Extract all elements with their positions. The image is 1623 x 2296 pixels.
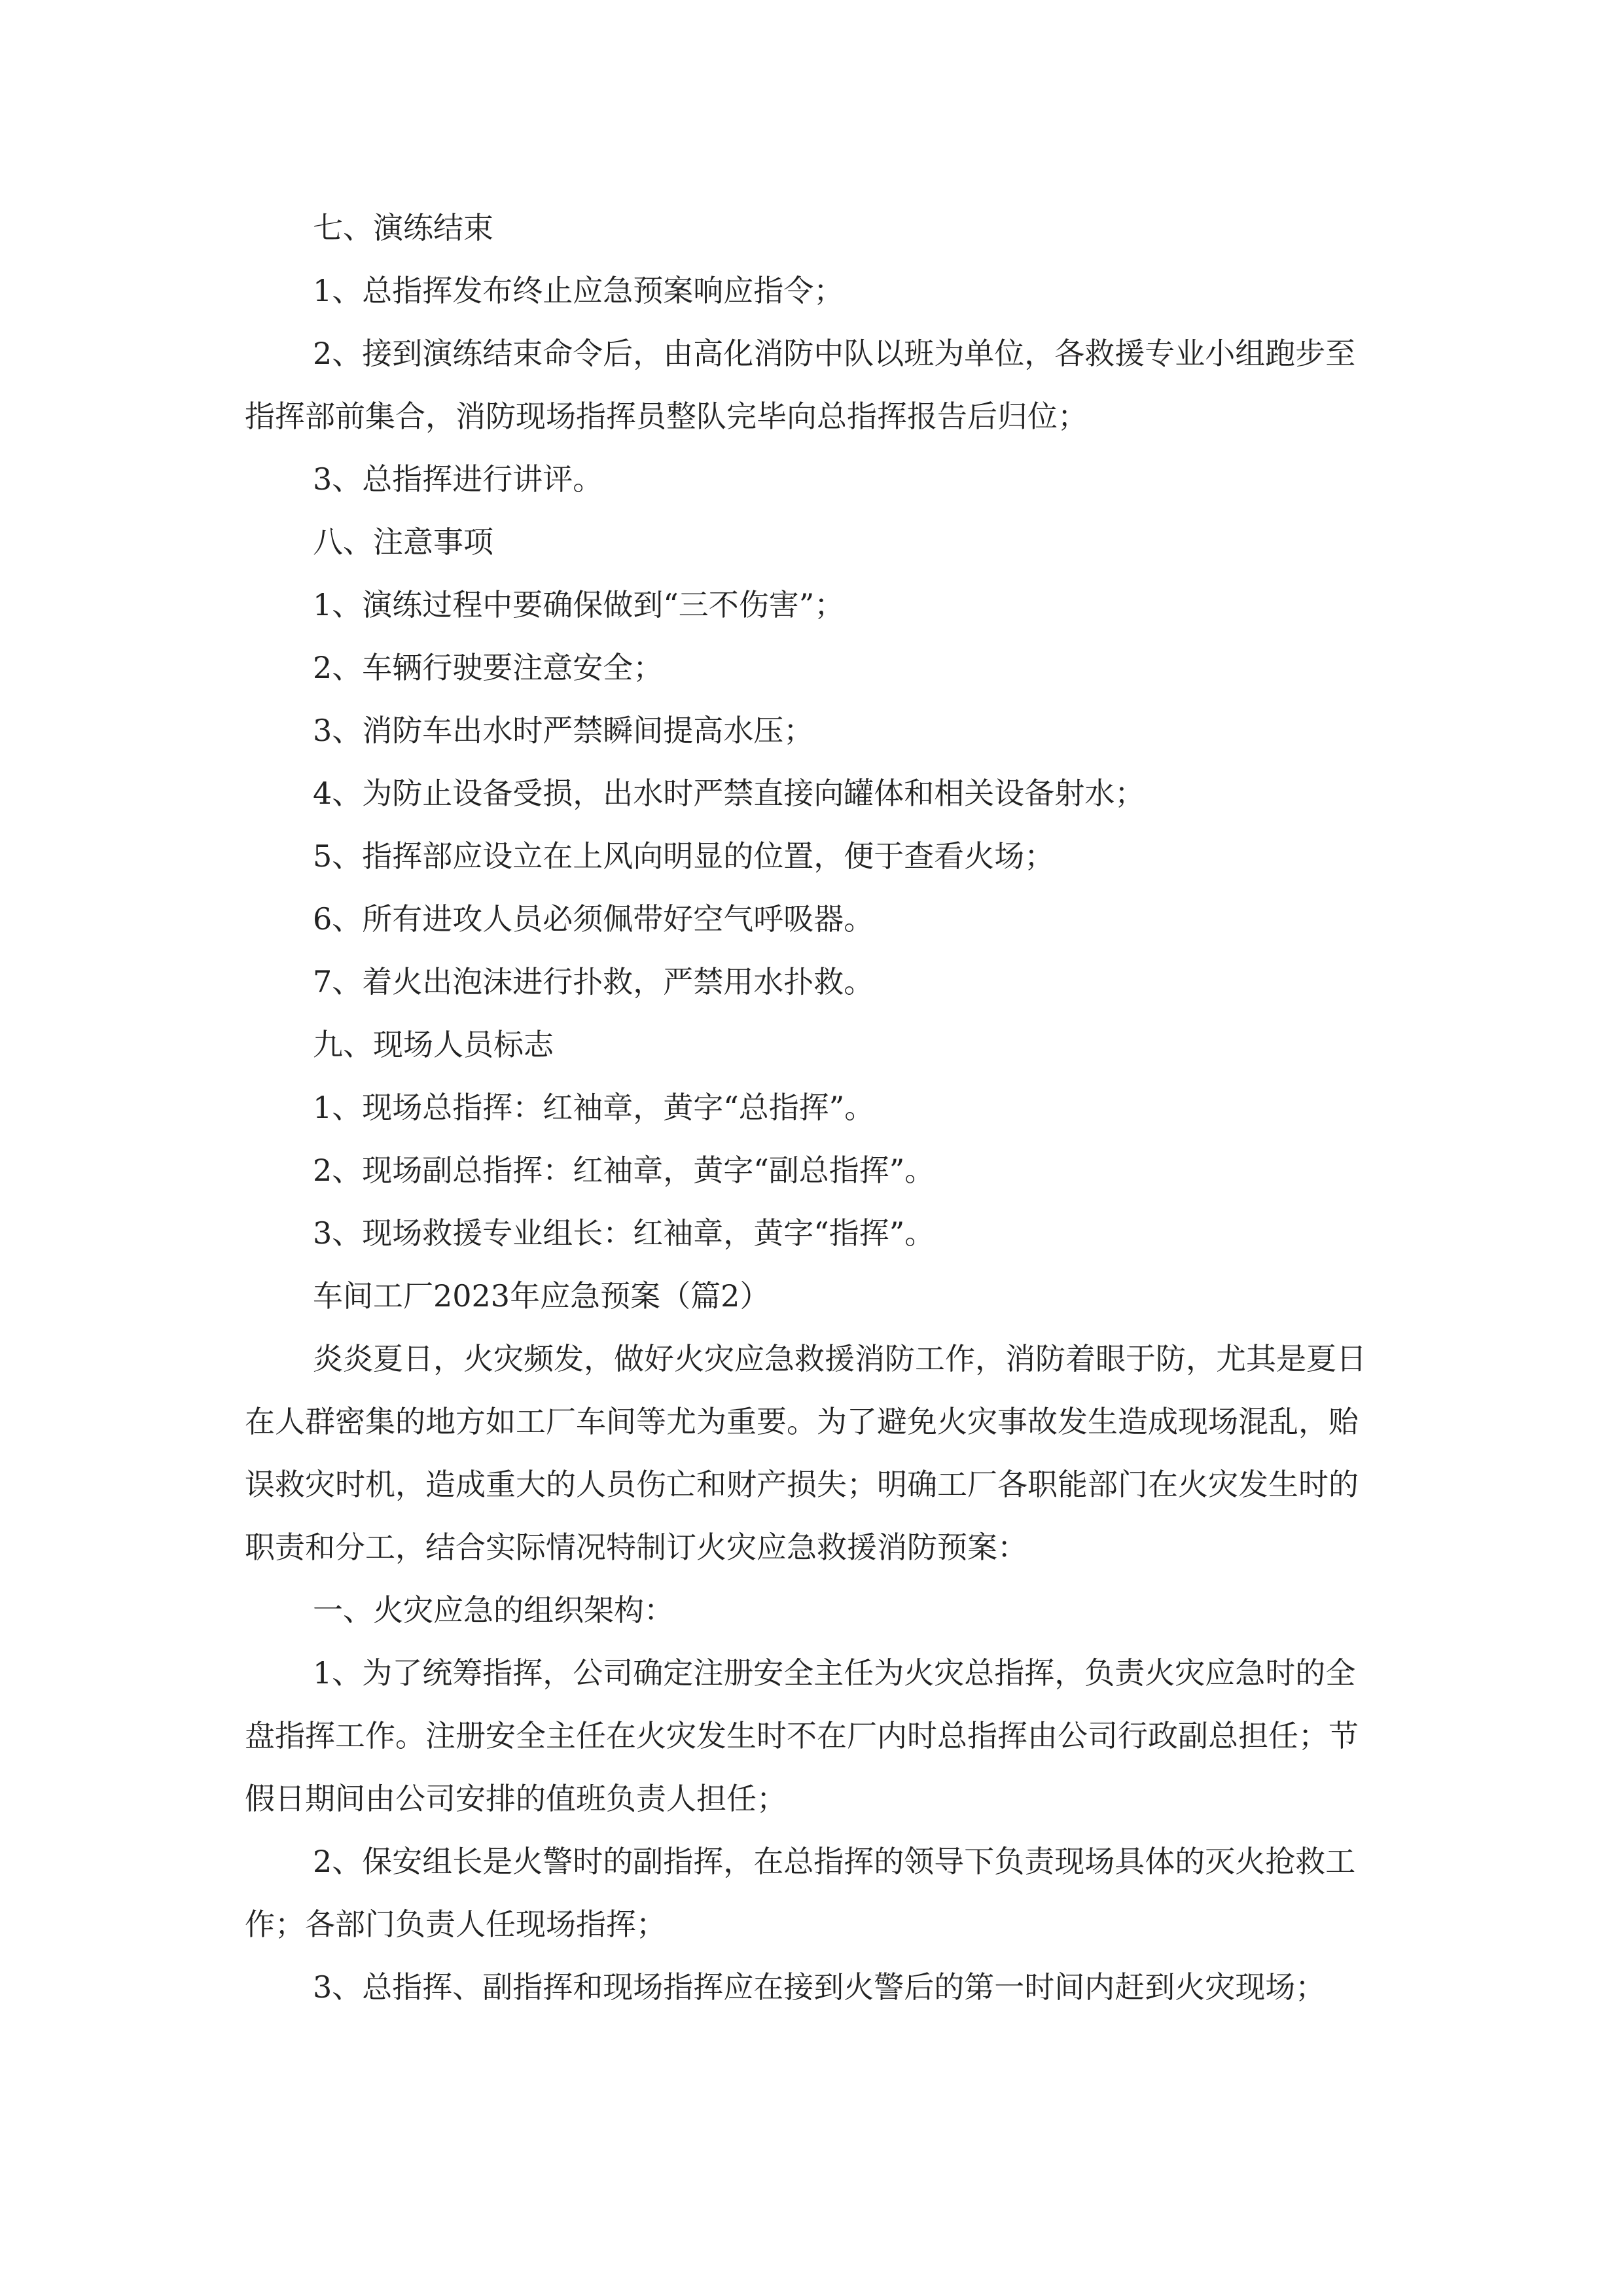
paragraph: 1、现场总指挥：红袖章，黄字“总指挥”。: [313, 1090, 875, 1125]
paragraph: 4、为防止设备受损，出水时严禁直接向罐体和相关设备射水；: [313, 776, 1145, 811]
paragraph: 7、着火出泡沫进行扑救，严禁用水扑救。: [313, 964, 874, 999]
heading-section-1: 一、火灾应急的组织架构：: [313, 1592, 674, 1628]
paragraph: 2、接到演练结束命令后，由高化消防中队以班为单位，各救援专业小组跑步至指挥部前集合，消防现场指挥员整队完毕向总指挥报告后归位；: [245, 336, 1356, 434]
paragraph: 3、总指挥、副指挥和现场指挥应在接到火警后的第一时间内赶到火灾现场；: [313, 1969, 1326, 2005]
paragraph: 3、消防车出水时严禁瞬间提高水压；: [313, 713, 814, 748]
paragraph: 1、总指挥发布终止应急预案响应指令；: [313, 273, 844, 308]
paragraph: 6、所有进攻人员必须佩带好空气呼吸器。: [313, 901, 874, 937]
paragraph: 2、现场副总指挥：红袖章，黄字“副总指挥”。: [313, 1153, 935, 1188]
paragraph: 2、保安组长是火警时的副指挥，在总指挥的领导下负责现场具体的灭火抢救工作；各部门负责人任现场指挥；: [245, 1844, 1356, 1942]
heading-section-8: 八、注意事项: [313, 524, 493, 560]
heading-section-9: 九、现场人员标志: [313, 1027, 554, 1062]
paragraph: 2、车辆行驶要注意安全；: [313, 650, 664, 685]
article-title-part-2: 车间工厂2023年应急预案（篇2）: [313, 1278, 770, 1314]
paragraph: 5、指挥部应设立在上风向明显的位置，便于查看火场；: [313, 838, 1055, 874]
paragraph: 3、现场救援专业组长：红袖章，黄字“指挥”。: [313, 1215, 935, 1251]
paragraph: 1、为了统筹指挥，公司确定注册安全主任为火灾总指挥，负责火灾应急时的全盘指挥工作。注册安全主任在火灾发生时不在厂内时总指挥由公司行政副总担任；节假日期间由公司安排的值班负责人担任；: [245, 1655, 1359, 1816]
heading-section-7: 七、演练结束: [313, 210, 493, 245]
paragraph: 3、总指挥进行讲评。: [313, 461, 603, 497]
paragraph: 1、演练过程中要确保做到“三不伤害”；: [313, 587, 845, 622]
document-body: [245, 196, 1377, 2018]
paragraph: 炎炎夏日，火灾频发，做好火灾应急救援消防工作，消防着眼于防，尤其是夏日在人群密集的地方如工厂车间等尤为重要。为了避免火灾事故发生造成现场混乱，贻误救灾时机，造成重大的人员伤亡和财产损失；明确工厂各职能部门在火灾发生时的职责和分工，结合实际情况特制订火灾应急救援消防预案：: [245, 1341, 1366, 1565]
